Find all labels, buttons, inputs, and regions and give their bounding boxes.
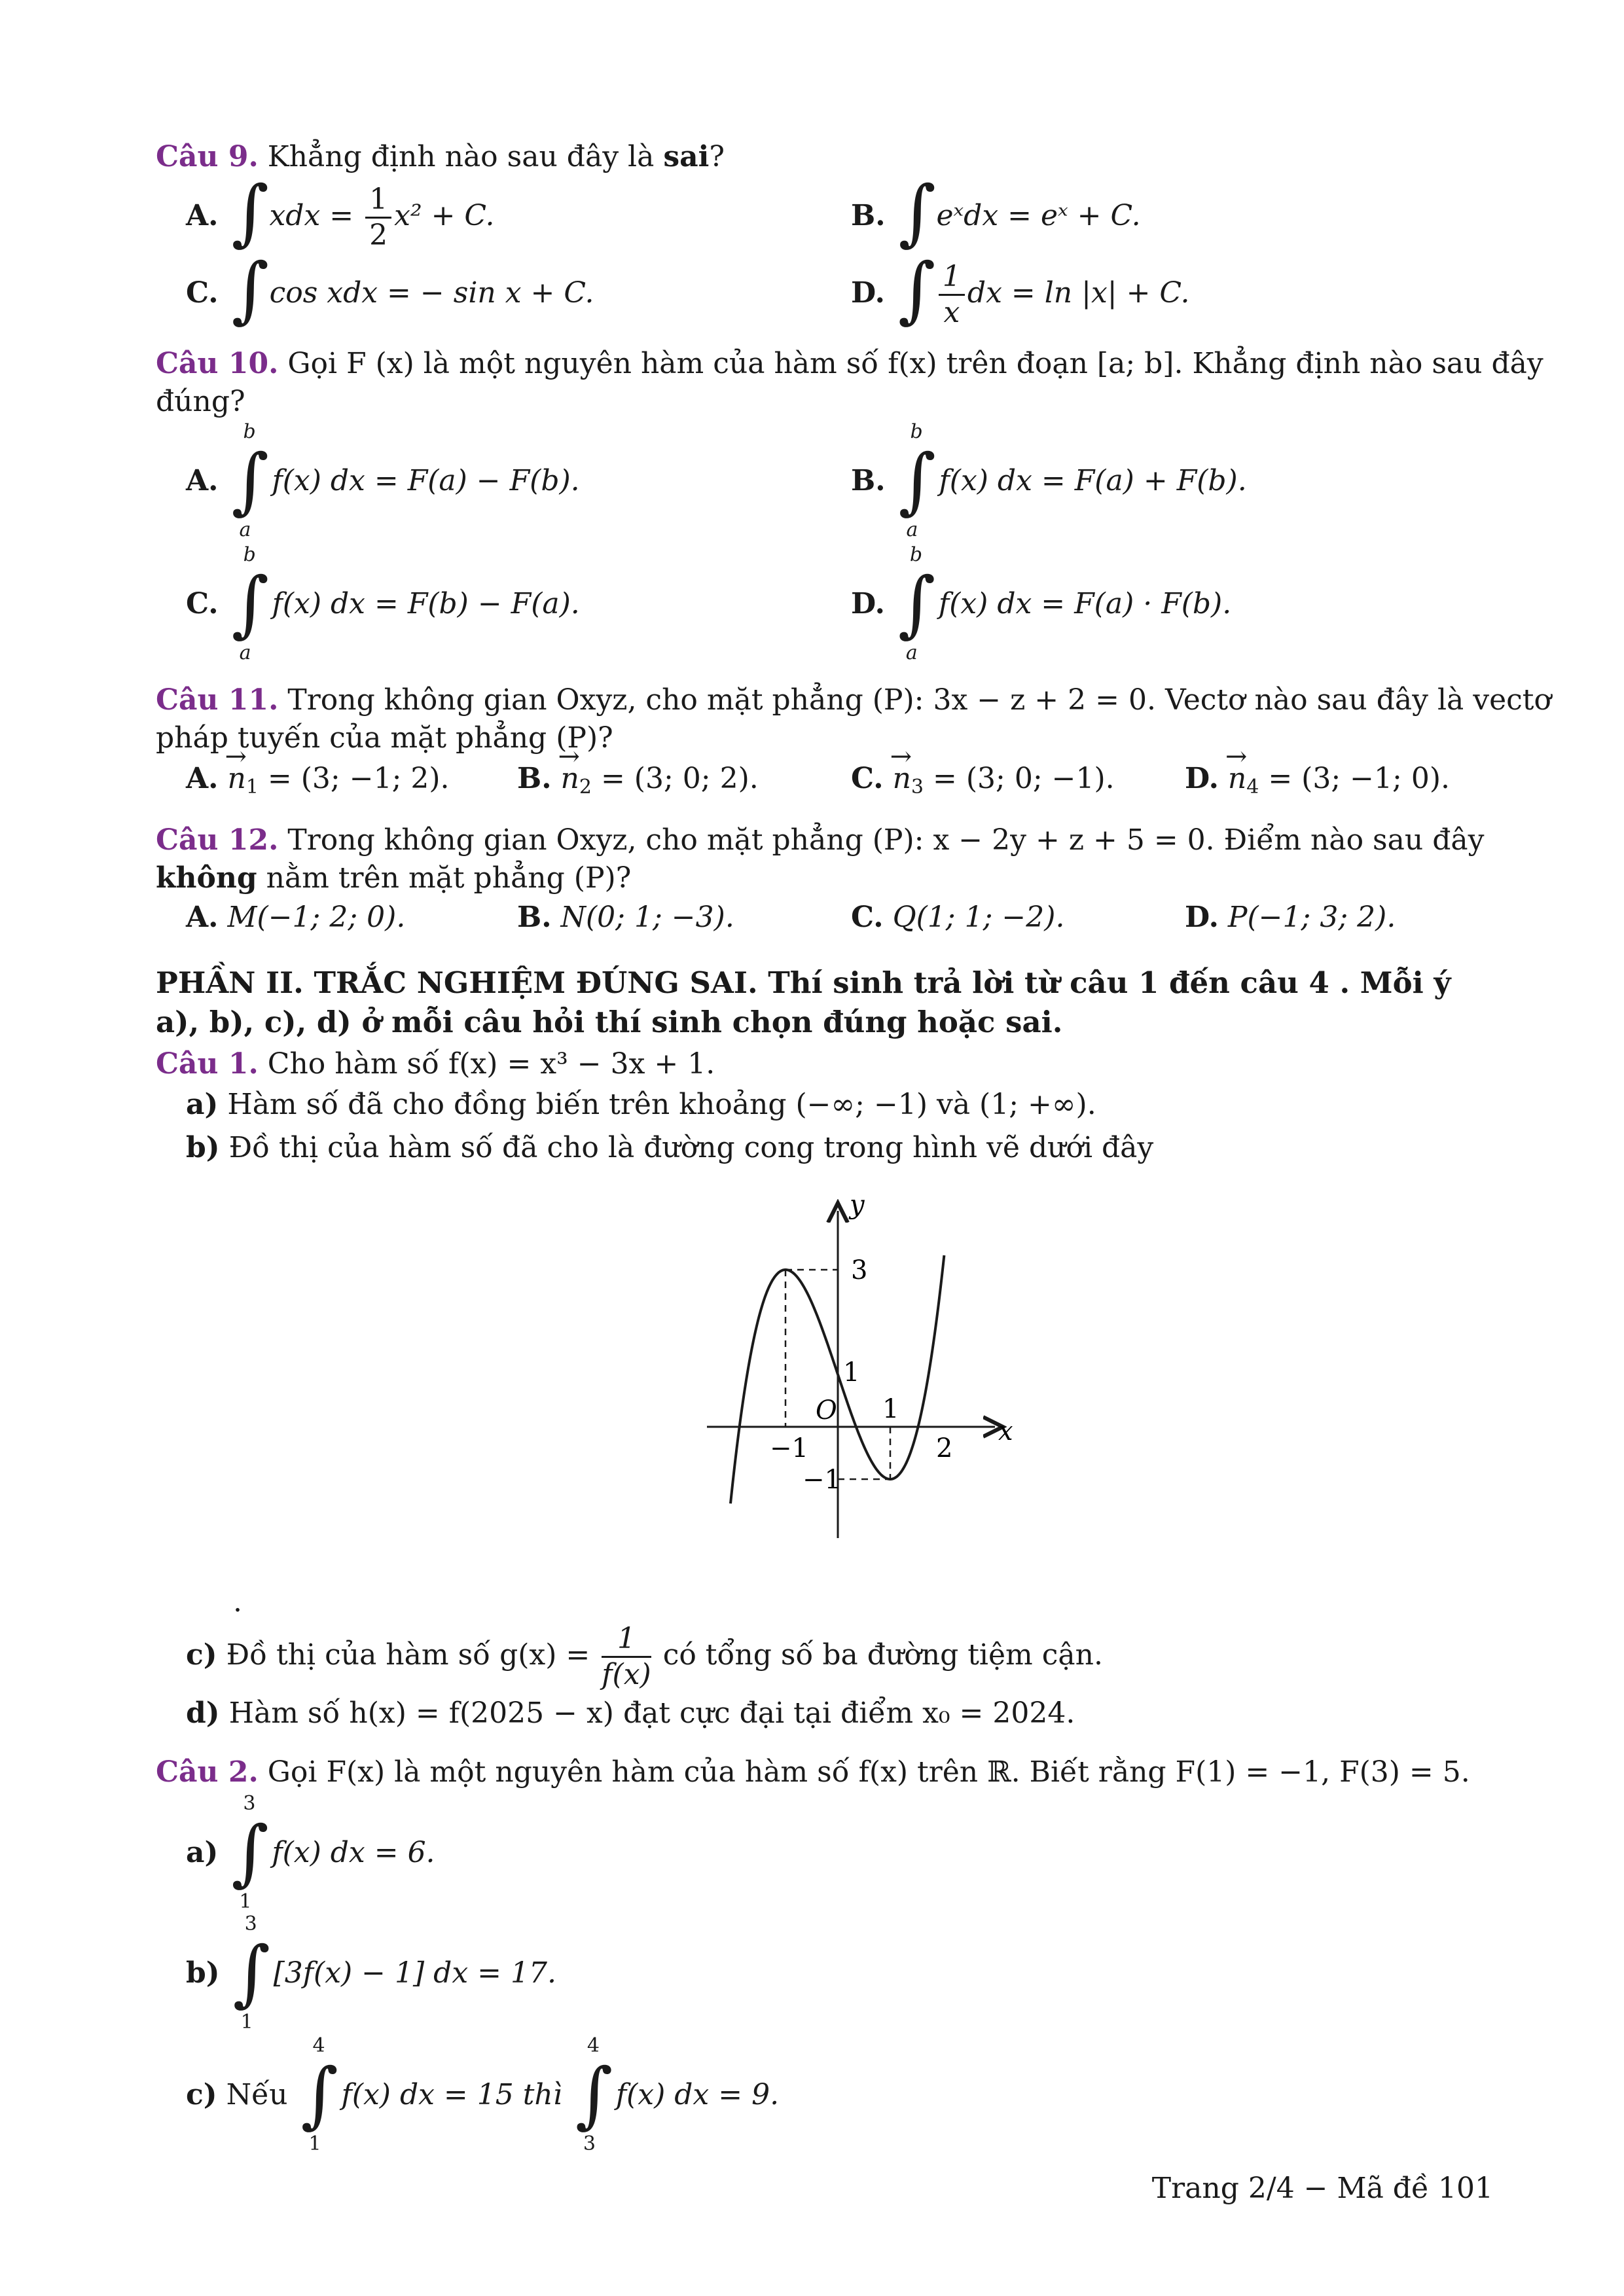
q11-b-key: B. xyxy=(517,762,552,795)
c2-label: Câu 2. xyxy=(156,1755,259,1789)
frac-den: f(x) xyxy=(602,1658,651,1691)
c1-item-c xyxy=(186,1613,1103,1698)
q11-line2: pháp tuyến của mặt phẳng (P)? xyxy=(156,721,613,755)
vector-n: → n xyxy=(561,761,579,797)
c1-a-text: Hàm số đã cho đồng biến trên khoảng (−∞; −1) và (1; +∞). xyxy=(227,1088,1096,1121)
c1-b-text: Đồ thị của hàm số đã cho là đường cong trong hình vẽ dưới đây xyxy=(228,1131,1154,1164)
upper-limit: b xyxy=(909,543,923,566)
q12-emph: không xyxy=(156,861,257,895)
lower-limit: 1 xyxy=(308,2132,321,2155)
definite-integral: 3 ∫ 1 xyxy=(231,1791,269,1913)
q12-a-expr: M(−1; 2; 0). xyxy=(227,901,406,934)
q11-c-sub: 3 xyxy=(911,776,924,798)
q10-a-expr: f(x) dx = F(a) − F(b). xyxy=(272,464,580,497)
integral-sign: ∫ xyxy=(231,170,269,254)
q10-line2: đúng? xyxy=(156,385,245,418)
c1-d-key: d) xyxy=(186,1696,220,1730)
integral-sign: ∫ xyxy=(898,170,936,254)
c1-text: Cho hàm số f(x) = x³ − 3x + 1. xyxy=(267,1047,715,1081)
q9-a-rhs: x² + C. xyxy=(394,199,495,232)
c1-c-pre: Đồ thị của hàm số g(x) = xyxy=(226,1638,590,1672)
q12-d-key: D. xyxy=(1185,901,1219,934)
q9-end: ? xyxy=(709,140,725,173)
q10-b-expr: f(x) dx = F(a) + F(b). xyxy=(939,464,1247,497)
frac-num: 1 xyxy=(602,1622,651,1658)
c2-text: Gọi F(x) là một nguyên hàm của hàm số f(x) trên ℝ. Biết rằng F(1) = −1, F(3) = 5. xyxy=(267,1755,1470,1789)
vector-n: → n xyxy=(227,761,245,797)
lower-limit: a xyxy=(239,518,251,541)
q11-text: Trong không gian Oxyz, cho mặt phẳng (P): 3x − z + 2 = 0. Vectơ nào sau đây là vectơ xyxy=(287,683,1551,717)
q10-text: Gọi F (x) là một nguyên hàm của hàm số f(x) trên đoạn [a; b]. Khẳng định nào sau đây xyxy=(287,347,1543,380)
c2-c-key: c) xyxy=(186,2078,217,2111)
c1-c-post: có tổng số ba đường tiệm cận. xyxy=(662,1638,1103,1672)
tick-y-1: 1 xyxy=(843,1357,860,1388)
frac-num: 1 xyxy=(939,260,965,296)
c2-c-pre: Nếu xyxy=(226,2078,288,2111)
y-axis-label: y xyxy=(850,1198,865,1220)
q11-line1 xyxy=(156,682,1551,719)
c1-item-a xyxy=(186,1086,1096,1123)
q9-d-key: D. xyxy=(851,276,885,310)
vector-n: → n xyxy=(1228,761,1246,797)
q12-d-expr: P(−1; 3; 2). xyxy=(1227,901,1396,934)
q10-c-key: C. xyxy=(186,587,219,620)
integral-sign: ∫ xyxy=(231,247,269,331)
q12-line2-rest: nằm trên mặt phẳng (P)? xyxy=(257,861,632,895)
c2-c-end: f(x) dx = 9. xyxy=(615,2078,780,2111)
frac-den: x xyxy=(943,296,960,329)
q9-option-a xyxy=(186,170,495,255)
c2-b-expr: [3f(x) − 1] dx = 17. xyxy=(273,1956,556,1990)
q11-d-key: D. xyxy=(1185,762,1219,795)
q11-a-key: A. xyxy=(186,762,219,795)
q11-a-sub: 1 xyxy=(245,776,259,798)
q10-option-d xyxy=(851,542,1231,666)
q9-option-c xyxy=(186,247,594,332)
q12-b-key: B. xyxy=(517,901,552,934)
definite-integral: b ∫ a xyxy=(898,420,936,541)
q10-a-key: A. xyxy=(186,464,219,497)
tick-x-m1: −1 xyxy=(770,1433,808,1463)
q9-c-key: C. xyxy=(186,276,219,310)
q12-label: Câu 12. xyxy=(156,823,279,857)
q9-c-expr: cos xdx = − sin x + C. xyxy=(269,276,594,310)
definite-integral: 3 ∫ 1 xyxy=(232,1912,270,2034)
q9-b-key: B. xyxy=(851,199,886,232)
q10-line1 xyxy=(156,346,1543,382)
q10-option-a xyxy=(186,419,580,543)
tick-y-m1: −1 xyxy=(803,1465,841,1495)
c2-b-key: b) xyxy=(186,1956,220,1990)
upper-limit: b xyxy=(243,420,256,443)
q9-d-rhs: dx = ln |x| + C. xyxy=(967,276,1190,310)
q10-option-c xyxy=(186,542,580,666)
vector-n: → n xyxy=(893,761,911,797)
c2-item-b xyxy=(186,1911,556,2036)
integral-sign: ∫ xyxy=(897,247,936,331)
part2-heading-line1: PHẦN II. TRẮC NGHIỆM ĐÚNG SAI. Thí sinh trả lời từ câu 1 đến câu 4 . Mỗi ý xyxy=(156,965,1451,1000)
q11-label: Câu 11. xyxy=(156,683,279,717)
c1-label: Câu 1. xyxy=(156,1047,259,1081)
q12-option-c xyxy=(851,899,1064,936)
q12-c-expr: Q(1; 1; −2). xyxy=(892,901,1065,934)
upper-limit: 4 xyxy=(312,2034,325,2057)
q12-c-key: C. xyxy=(851,901,884,934)
definite-integral: b ∫ a xyxy=(231,420,269,541)
definite-integral: 4 ∫ 3 xyxy=(575,2034,613,2155)
q9-label: Câu 9. xyxy=(156,140,259,173)
q12-option-d xyxy=(1185,899,1396,936)
q9-a-lhs: xdx = xyxy=(269,199,354,232)
c1-c-frac xyxy=(602,1622,651,1692)
lower-limit: a xyxy=(906,518,918,541)
q11-option-c xyxy=(851,761,1115,806)
q12-a-key: A. xyxy=(186,901,219,934)
lower-limit: 1 xyxy=(240,2010,253,2034)
q10-c-expr: f(x) dx = F(b) − F(a). xyxy=(272,587,580,620)
definite-integral: b ∫ a xyxy=(231,543,269,664)
q12-b-expr: N(0; 1; −3). xyxy=(560,901,734,934)
c2-c-mid: f(x) dx = 15 thì xyxy=(341,2078,562,2111)
lower-limit: 3 xyxy=(583,2132,596,2155)
q11-b-sub: 2 xyxy=(579,776,592,798)
q10-d-key: D. xyxy=(851,587,885,620)
c1-a-key: a) xyxy=(186,1088,219,1121)
c1-b-key: b) xyxy=(186,1131,220,1164)
q11-c-key: C. xyxy=(851,762,884,795)
frac-num: 1 xyxy=(365,183,391,219)
c1-stem xyxy=(156,1046,715,1083)
q11-a-rest: = (3; −1; 2). xyxy=(258,762,450,795)
c2-stem xyxy=(156,1754,1470,1791)
q11-d-rest: = (3; −1; 0). xyxy=(1259,762,1450,795)
q9-d-frac xyxy=(939,260,965,330)
definite-integral: 4 ∫ 1 xyxy=(300,2034,338,2155)
upper-limit: 3 xyxy=(244,1912,257,1935)
upper-limit: 4 xyxy=(586,2034,600,2057)
upper-limit: 3 xyxy=(243,1791,256,1815)
upper-limit: b xyxy=(910,420,923,443)
origin-label: O xyxy=(816,1395,837,1426)
q10-label: Câu 10. xyxy=(156,347,279,380)
q10-d-expr: f(x) dx = F(a) · F(b). xyxy=(938,587,1232,620)
q11-b-rest: = (3; 0; 2). xyxy=(591,762,759,795)
lower-limit: a xyxy=(905,641,918,664)
frac-den: 2 xyxy=(369,219,388,252)
q9-text: Khẳng định nào sau đây là xyxy=(267,140,655,173)
q9-a-key: A. xyxy=(186,199,219,232)
q10-option-b xyxy=(851,419,1247,543)
q12-line1 xyxy=(156,822,1484,859)
lower-limit: a xyxy=(239,641,251,664)
cubic-function-graph xyxy=(707,1198,1034,1551)
tick-x-2: 2 xyxy=(936,1433,953,1463)
x-axis-label: x xyxy=(998,1416,1013,1446)
q11-option-d xyxy=(1185,761,1450,806)
upper-limit: b xyxy=(243,543,256,566)
c1-item-b xyxy=(186,1130,1153,1166)
q11-c-rest: = (3; 0; −1). xyxy=(924,762,1115,795)
q12-text: Trong không gian Oxyz, cho mặt phẳng (P): x − 2y + z + 5 = 0. Điểm nào sau đây xyxy=(287,823,1485,857)
q12-option-a xyxy=(186,899,405,936)
c2-item-c xyxy=(186,2033,779,2157)
q12-option-b xyxy=(517,899,734,936)
q9-option-d xyxy=(851,247,1190,332)
q11-option-b xyxy=(517,761,759,806)
lower-limit: 1 xyxy=(239,1890,252,1913)
tick-x-1: 1 xyxy=(882,1394,899,1424)
q9-emph: sai xyxy=(663,140,710,173)
q11-d-sub: 4 xyxy=(1246,776,1259,798)
q9-option-b xyxy=(851,170,1141,255)
c1-item-d xyxy=(186,1695,1075,1732)
c1-d-text: Hàm số h(x) = f(2025 − x) đạt cực đại tại điểm x₀ = 2024. xyxy=(228,1696,1075,1730)
q9-a-frac xyxy=(365,183,391,253)
c1-c-key: c) xyxy=(186,1638,217,1672)
q9-b-expr: eˣdx = eˣ + C. xyxy=(936,199,1141,232)
c2-a-key: a) xyxy=(186,1836,219,1869)
tick-y-3: 3 xyxy=(851,1255,868,1285)
part2-heading-line2: a), b), c), d) ở mỗi câu hỏi thí sinh chọn đúng hoặc sai. xyxy=(156,1005,1063,1039)
graph-trailing-dot: . xyxy=(233,1585,242,1619)
q10-b-key: B. xyxy=(851,464,886,497)
c2-a-expr: f(x) dx = 6. xyxy=(272,1836,435,1869)
q11-option-a xyxy=(186,761,450,806)
definite-integral: b ∫ a xyxy=(897,543,936,664)
page-footer: Trang 2/4 − Mã đề 101 xyxy=(1151,2172,1493,2205)
q12-line2 xyxy=(156,860,631,897)
c2-item-a xyxy=(186,1791,435,1915)
